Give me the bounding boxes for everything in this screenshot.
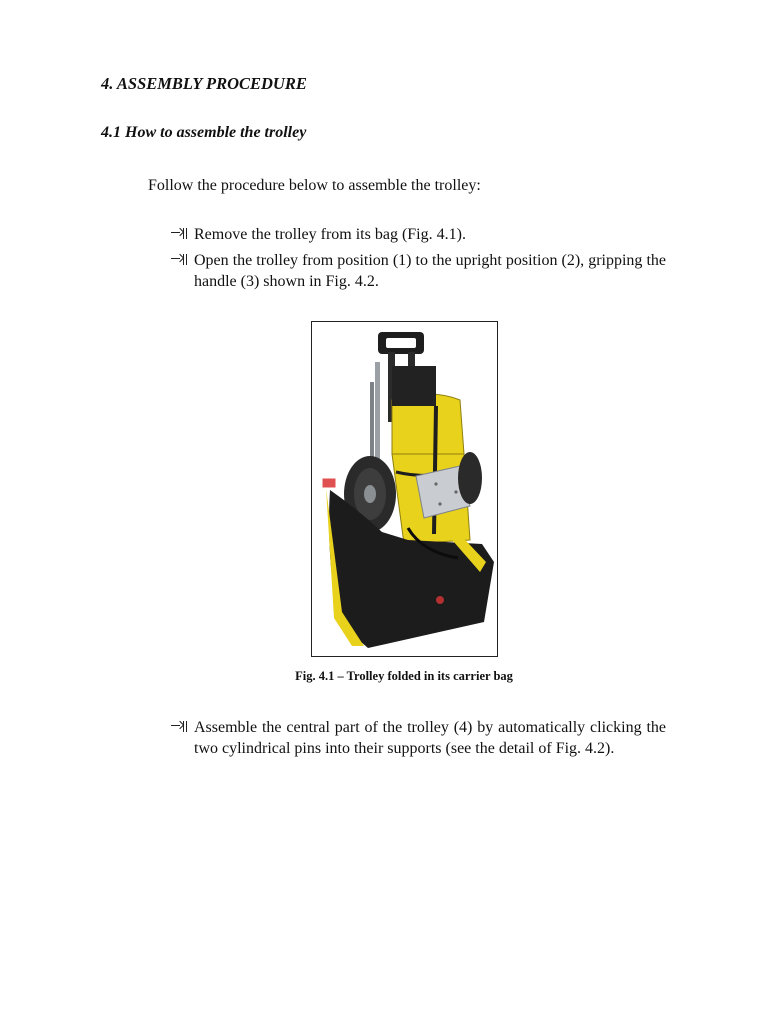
intro-paragraph: Follow the procedure below to assemble the trolley: <box>148 177 481 194</box>
figure-caption: Fig. 4.1 – Trolley folded in its carrier bag <box>295 669 513 683</box>
list-item-text: Assemble the central part of the trolley (4) by automatically clicking the two cylindrical pins into their supports (see the detail of Fig. 4.2). <box>194 719 666 757</box>
list-item <box>170 250 666 292</box>
list-item-text: Remove the trolley from its bag (Fig. 4.1). <box>194 226 466 243</box>
wheel <box>458 452 482 504</box>
list-item <box>170 224 666 245</box>
list-item-text: Open the trolley from position (1) to the upright position (2), gripping the handle (3) shown in Fig. 4.2. <box>194 252 666 290</box>
list-item <box>170 717 666 759</box>
arrow-to-bar-icon <box>170 227 190 241</box>
subsection-heading: 4.1 How to assemble the trolley <box>101 124 307 141</box>
trolley-in-bag-photo <box>311 321 498 657</box>
arrow-to-bar-icon <box>170 720 190 734</box>
section-heading: 4. ASSEMBLY PROCEDURE <box>101 74 307 93</box>
arrow-to-bar-icon <box>170 253 190 267</box>
